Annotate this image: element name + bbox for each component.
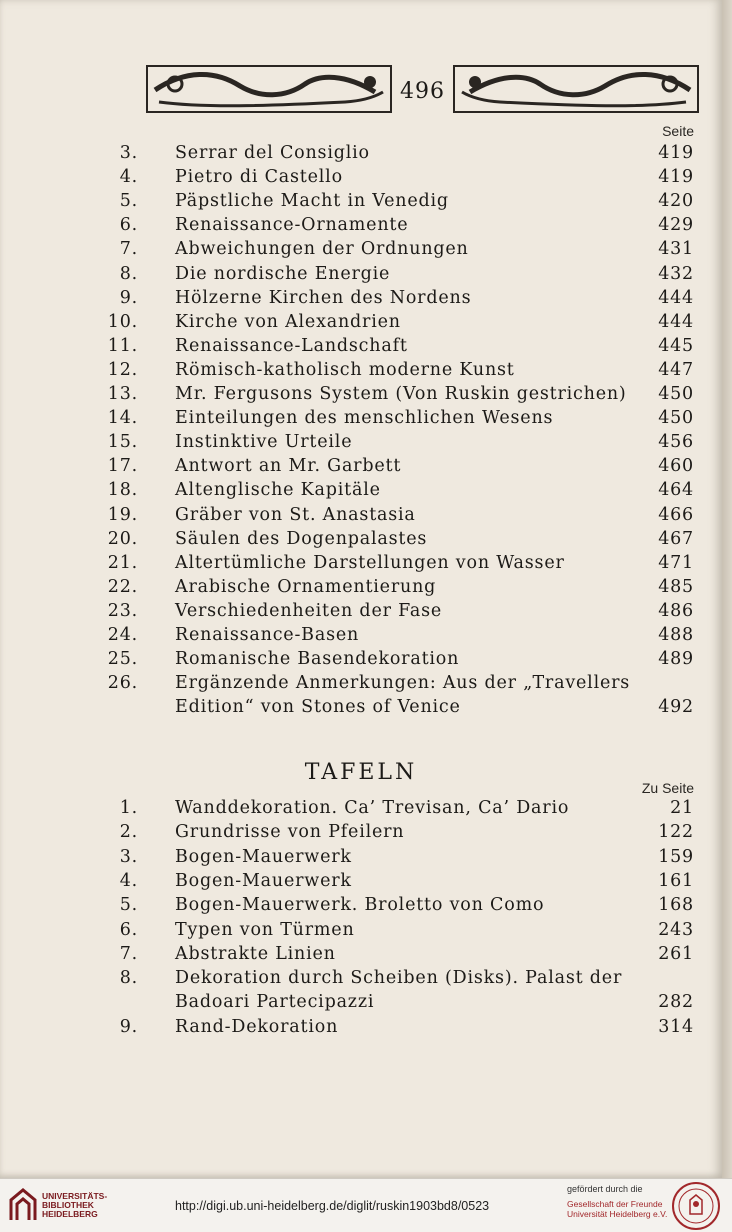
entry-page: 432 [658, 263, 694, 284]
list-item [107, 504, 694, 529]
entry-title: Gräber von St. Anastasia [175, 504, 416, 525]
entry-number: 17. [107, 456, 138, 477]
entry-number: 11. [107, 335, 138, 356]
entry-page: 314 [658, 1016, 694, 1037]
list-item [119, 263, 694, 288]
entry-title: Römisch-katholisch moderne Kunst [175, 359, 515, 380]
list-item [119, 191, 694, 215]
entry-number: 12. [107, 359, 138, 380]
entry-number: 1. [119, 798, 138, 818]
entry-page: 467 [658, 528, 694, 549]
list-item [119, 968, 694, 992]
entry-number: 2. [119, 822, 138, 843]
entry-page: 450 [658, 384, 694, 404]
entry-page: 282 [658, 992, 694, 1013]
list-item [119, 287, 694, 312]
entry-title: Edition“ von Stones of Venice [175, 697, 461, 718]
entry-page: 456 [658, 432, 694, 453]
entry-page: 464 [658, 480, 694, 501]
list-item [119, 895, 694, 919]
list-item [107, 625, 694, 649]
entry-title: Grundrisse von Pfeilern [175, 822, 405, 843]
library-name-line3: HEIDELBERG [42, 1209, 98, 1219]
entry-title: Bogen-Mauerwerk. Broletto von Como [175, 895, 545, 916]
page-edge [722, 0, 732, 1178]
entry-page: 159 [658, 846, 694, 867]
entry-page: 460 [658, 456, 694, 477]
entry-number: 7. [119, 239, 138, 260]
entry-title: Arabische Ornamentierung [175, 576, 437, 597]
list-item [107, 552, 694, 577]
entry-title: Säulen des Dogenpalastes [175, 528, 428, 549]
entry-number: 6. [119, 215, 138, 236]
entry-title: Wanddekoration. Ca’ Trevisan, Ca’ Dario [175, 798, 570, 818]
list-item [119, 943, 694, 968]
entry-number: 20. [107, 528, 138, 549]
entry-page: 420 [658, 191, 694, 212]
list-item [119, 822, 694, 846]
entry-title: Bogen-Mauerwerk [175, 846, 352, 867]
list-item [107, 408, 694, 432]
list-item [107, 649, 694, 673]
entry-title: Verschiedenheiten der Fase [175, 600, 443, 621]
library-name [42, 1192, 107, 1219]
entry-title: Rand-Dekoration [175, 1016, 339, 1037]
entry-page: 444 [658, 311, 694, 332]
entry-title: Ergänzende Anmerkungen: Aus der „Travellers [175, 673, 631, 694]
list-item [107, 480, 694, 504]
list-item [107, 456, 694, 480]
list-item [119, 239, 694, 263]
entry-title: Romanische Basendekoration [175, 649, 460, 670]
entry-page: 486 [658, 600, 694, 621]
entry-title: Dekoration durch Scheiben (Disks). Palast der [175, 968, 623, 989]
list-item [119, 167, 694, 191]
entry-number: 9. [119, 287, 138, 308]
entry-number: 15. [107, 432, 138, 453]
entry-number: 7. [119, 943, 138, 964]
entry-page: 261 [658, 943, 694, 964]
entry-page: 243 [658, 919, 694, 940]
entry-title: Kirche von Alexandrien [175, 311, 401, 332]
entry-title: Renaissance-Ornamente [175, 215, 409, 236]
page-number: 496 [400, 79, 445, 104]
entry-number: 5. [119, 191, 138, 212]
entry-title: Bogen-Mauerwerk [175, 870, 352, 891]
list-item [119, 798, 694, 822]
library-name-line1: UNIVERSITÄTS- [42, 1191, 108, 1201]
list-item [107, 673, 694, 697]
library-logo-icon [8, 1188, 38, 1222]
entry-number: 5. [119, 895, 138, 916]
list-item [119, 1016, 694, 1041]
entry-title: Altenglische Kapitäle [175, 480, 381, 501]
list-item [119, 919, 694, 944]
entry-number: 19. [107, 504, 138, 525]
entry-page: 21 [670, 798, 694, 818]
entry-number: 25. [107, 649, 138, 670]
entry-page: 488 [658, 625, 694, 645]
list-item [119, 870, 694, 895]
entry-title: Abstrakte Linien [175, 943, 336, 964]
entry-page: 471 [658, 552, 694, 573]
entry-title: Die nordische Energie [175, 263, 391, 284]
entry-page: 489 [658, 649, 694, 670]
entry-page: 419 [658, 167, 694, 188]
entry-title: Pietro di Castello [175, 167, 343, 188]
entry-number: 14. [107, 408, 138, 429]
entry-page: 161 [658, 870, 694, 891]
list-item [107, 311, 694, 336]
list-item [107, 335, 694, 360]
column-label-zu-seite: Zu Seite [641, 780, 694, 796]
entry-title: Hölzerne Kirchen des Nordens [175, 287, 472, 308]
entry-number: 18. [107, 480, 138, 501]
entry-title: Badoari Partecipazzi [175, 992, 375, 1013]
entry-page: 429 [658, 215, 694, 236]
list-item [107, 432, 694, 456]
university-seal-icon [672, 1182, 720, 1230]
plates-heading: TAFELN [304, 760, 418, 785]
list-item [140, 992, 694, 1016]
entry-number: 3. [119, 143, 138, 163]
entry-number: 26. [107, 673, 138, 694]
entry-page: 485 [658, 576, 694, 597]
entry-page: 466 [658, 504, 694, 525]
list-item [107, 576, 694, 601]
list-item [119, 215, 694, 239]
entry-number: 4. [119, 167, 138, 188]
column-label-seite: Seite [662, 123, 694, 139]
entry-title: Renaissance-Basen [175, 625, 360, 645]
list-item [107, 600, 694, 625]
list-item [107, 384, 694, 408]
entry-title: Serrar del Consiglio [175, 143, 370, 163]
list-item [119, 143, 694, 167]
right-ornament-icon [450, 62, 700, 117]
entry-number: 23. [107, 600, 138, 621]
entry-page: 492 [658, 697, 694, 718]
entry-title: Abweichungen der Ordnungen [175, 239, 469, 260]
entry-page: 419 [658, 143, 694, 163]
entry-number: 13. [107, 384, 138, 404]
entry-title: Einteilungen des menschlichen Wesens [175, 408, 554, 429]
entry-title: Renaissance-Landschaft [175, 335, 408, 356]
viewer-footer [0, 1178, 732, 1232]
entry-page: 122 [658, 822, 694, 843]
list-item [107, 359, 694, 384]
page-header-ornament [145, 62, 700, 117]
entry-number: 22. [107, 576, 138, 597]
sponsor-name-line2: Universität Heidelberg e.V. [567, 1209, 668, 1219]
entry-number: 8. [119, 263, 138, 284]
entry-title: Altertümliche Darstellungen von Wasser [175, 552, 565, 573]
entry-title: Antwort an Mr. Garbett [175, 456, 402, 477]
entry-page: 444 [658, 287, 694, 308]
sponsor-name [567, 1199, 667, 1219]
entry-number: 3. [119, 846, 138, 867]
entry-page: 450 [658, 408, 694, 429]
permalink-url[interactable]: http://digi.ub.uni-heidelberg.de/diglit/ruskin1903bd8/0523 [175, 1199, 490, 1213]
entry-title: Instinktive Urteile [175, 432, 353, 453]
entry-number: 21. [107, 552, 138, 573]
entry-title: Typen von Türmen [175, 919, 355, 940]
entry-number: 4. [119, 870, 138, 891]
entry-number: 9. [119, 1016, 138, 1037]
list-item [119, 846, 694, 871]
sponsor-name-line1: Gesellschaft der Freunde [567, 1199, 663, 1209]
entry-number: 6. [119, 919, 138, 940]
sponsor-intro: gefördert durch die [567, 1184, 643, 1194]
entry-page: 447 [658, 359, 694, 380]
entry-number: 10. [107, 311, 138, 332]
entry-number: 8. [119, 968, 138, 989]
entry-title: Päpstliche Macht in Venedig [175, 191, 449, 212]
entry-page: 445 [658, 335, 694, 356]
entry-title: Mr. Fergusons System (Von Ruskin gestrichen) [175, 384, 627, 404]
entry-page: 431 [658, 239, 694, 260]
list-item [107, 528, 694, 553]
library-name-line2: BIBLIOTHEK [42, 1200, 94, 1210]
entry-page: 168 [658, 895, 694, 916]
entry-number: 24. [107, 625, 138, 645]
list-item [140, 697, 694, 721]
